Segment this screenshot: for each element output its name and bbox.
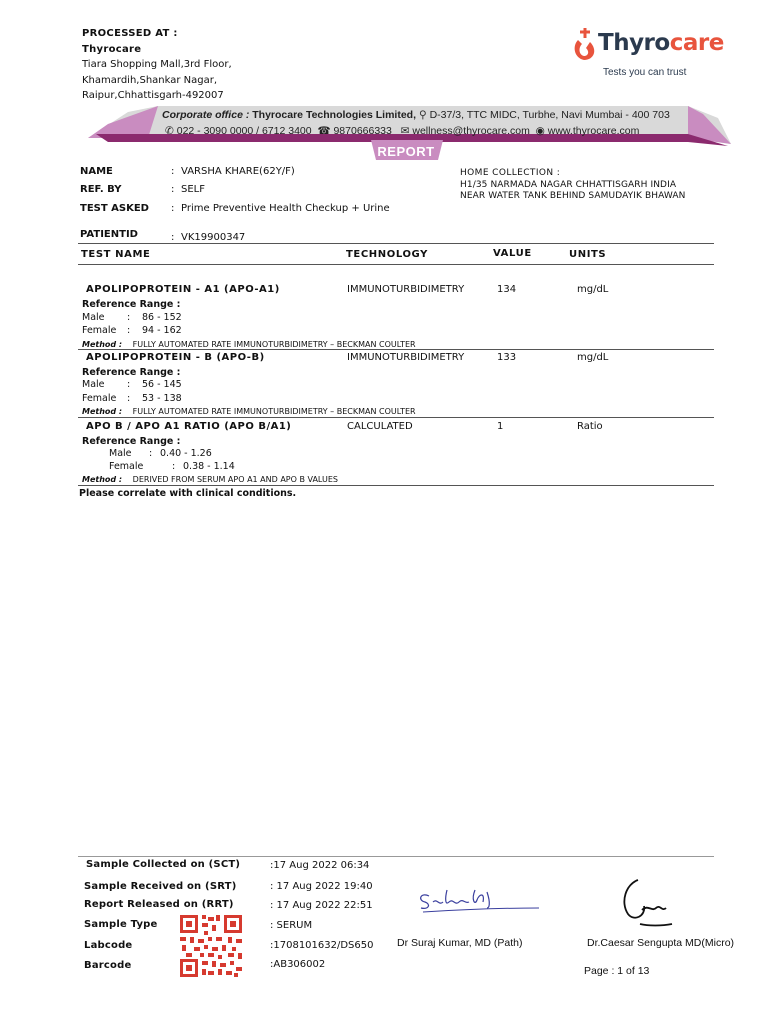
home-collection-address xyxy=(460,180,685,202)
range-sex: Male xyxy=(82,312,105,323)
brand-part-b: care xyxy=(669,30,724,56)
header-units: UNITS xyxy=(569,249,607,260)
method-line xyxy=(82,340,416,349)
whatsapp-number: 9870666333 xyxy=(333,125,392,137)
colon: : xyxy=(127,312,131,323)
test-units: mg/dL xyxy=(577,352,609,363)
page-number: Page : 1 of 13 xyxy=(584,965,650,977)
test-value: 134 xyxy=(497,284,517,295)
corporate-address: D-37/3, TTC MIDC, Turbhe, Navi Mumbai - 400 703 xyxy=(429,109,670,121)
corporate-name: Thyrocare Technologies Limited, xyxy=(252,109,417,121)
corporate-contact-line xyxy=(165,125,639,137)
table-header-divider xyxy=(78,264,714,265)
qr-code xyxy=(178,913,244,979)
test-technology: IMMUNOTURBIDIMETRY xyxy=(347,284,465,295)
colon: : xyxy=(127,325,131,336)
rrt-value: : 17 Aug 2022 22:51 xyxy=(270,900,373,911)
brand-part-a: Thyro xyxy=(598,30,670,56)
test-asked-value: Prime Preventive Health Checkup + Urine xyxy=(181,203,390,214)
range-value: 94 - 162 xyxy=(142,325,182,336)
clinical-note: Please correlate with clinical conditions. xyxy=(79,488,297,499)
logo-tagline: Tests you can trust xyxy=(603,67,687,78)
colon: : xyxy=(149,448,153,459)
method-value: FULLY AUTOMATED RATE IMMUNOTURBIDIMETRY – BECKMAN COULTER xyxy=(132,407,416,416)
test-units: Ratio xyxy=(577,421,603,432)
colon: : xyxy=(127,379,131,390)
row-divider xyxy=(78,417,714,418)
test-name: APOLIPOPROTEIN - A1 (APO-A1) xyxy=(86,284,280,295)
header-test-name: TEST NAME xyxy=(81,249,151,260)
email-link[interactable]: wellness@thyrocare.com xyxy=(412,125,530,137)
doctor-2-name: Dr.Caesar Sengupta MD(Micro) xyxy=(587,937,735,949)
srt-label: Sample Received on (SRT) xyxy=(84,881,237,892)
test-units: mg/dL xyxy=(577,284,609,295)
test-asked-label: TEST ASKED xyxy=(80,203,149,214)
processed-at-block xyxy=(82,26,232,104)
lab-address-line: Tiara Shopping Mall,3rd Floor, xyxy=(82,59,232,70)
header-technology: TECHNOLOGY xyxy=(346,249,428,260)
method-line xyxy=(82,407,416,416)
reference-range-label: Reference Range : xyxy=(82,367,181,378)
test-name: APO B / APO A1 RATIO (APO B/A1) xyxy=(86,421,292,432)
range-value: 86 - 152 xyxy=(142,312,182,323)
range-value: 0.40 - 1.26 xyxy=(160,448,212,459)
lab-address-line: Raipur,Chhattisgarh-492007 xyxy=(82,90,224,101)
rrt-label: Report Released on (RRT) xyxy=(84,899,234,910)
method-label: Method : xyxy=(82,475,123,484)
method-line xyxy=(82,475,338,484)
sct-value: :17 Aug 2022 06:34 xyxy=(270,860,370,871)
colon: : xyxy=(171,203,175,214)
table-top-divider xyxy=(78,243,714,244)
test-value: 133 xyxy=(497,352,517,363)
colon: : xyxy=(127,393,131,404)
test-value: 1 xyxy=(497,421,504,432)
range-sex: Female xyxy=(82,325,117,336)
signature-2 xyxy=(618,874,674,930)
barcode-label: Barcode xyxy=(84,960,132,971)
home-collection-line: H1/35 NARMADA NAGAR CHHATTISGARH INDIA xyxy=(460,180,677,190)
sct-label: Sample Collected on (SCT) xyxy=(86,859,241,870)
patient-name: VARSHA KHARE(62Y/F) xyxy=(181,166,295,177)
test-technology: IMMUNOTURBIDIMETRY xyxy=(347,352,465,363)
sample-type-label: Sample Type xyxy=(84,919,158,930)
test-name: APOLIPOPROTEIN - B (APO-B) xyxy=(86,352,265,363)
lab-name: Thyrocare xyxy=(82,43,142,55)
processed-heading: PROCESSED AT : xyxy=(82,28,178,39)
corporate-label: Corporate office : xyxy=(162,109,250,121)
globe-icon: ◉ xyxy=(535,125,545,137)
test-technology: CALCULATED xyxy=(347,421,413,432)
range-sex: Female xyxy=(109,461,144,472)
range-sex: Female xyxy=(82,393,117,404)
phone-number: 022 - 3090 0000 / 6712 3400 xyxy=(176,125,312,137)
patient-id-label: PATIENTID xyxy=(80,229,138,240)
srt-value: : 17 Aug 2022 19:40 xyxy=(270,881,373,892)
patient-id-value: VK19900347 xyxy=(181,232,246,243)
method-value: DERIVED FROM SERUM APO A1 AND APO B VALUES xyxy=(132,475,338,484)
range-sex: Male xyxy=(109,448,132,459)
reference-range-label: Reference Range : xyxy=(82,436,181,447)
range-value: 56 - 145 xyxy=(142,379,182,390)
phone-icon: ✆ xyxy=(165,125,174,137)
ref-by-value: SELF xyxy=(181,184,205,195)
thyrocare-logo-icon xyxy=(572,26,598,66)
sample-type-value: : SERUM xyxy=(270,920,313,931)
row-divider xyxy=(78,349,714,350)
location-pin-icon: ⚲ xyxy=(418,109,427,121)
colon: : xyxy=(172,461,176,472)
range-sex: Male xyxy=(82,379,105,390)
labcode-value: :1708101632/DS650 xyxy=(270,940,374,951)
thyrocare-logo-text xyxy=(598,30,724,56)
range-value: 0.38 - 1.14 xyxy=(183,461,235,472)
method-value: FULLY AUTOMATED RATE IMMUNOTURBIDIMETRY – BECKMAN COULTER xyxy=(132,340,416,349)
lab-address-line: Khamardih,Shankar Nagar, xyxy=(82,74,218,86)
colon: : xyxy=(171,166,175,177)
corporate-address-line xyxy=(162,109,670,121)
ref-by-label: REF. BY xyxy=(80,184,122,195)
barcode-value: :AB306002 xyxy=(270,959,326,970)
method-label: Method : xyxy=(82,340,123,349)
method-label: Method : xyxy=(82,407,123,416)
signature-1 xyxy=(415,882,545,918)
email-icon: ✉ xyxy=(400,125,410,137)
header-value: VALUE xyxy=(493,248,532,259)
home-collection-line: NEAR WATER TANK BEHIND SAMUDAYIK BHAWAN xyxy=(460,191,686,201)
range-value: 53 - 138 xyxy=(142,393,182,404)
reference-range-label: Reference Range : xyxy=(82,299,181,310)
colon: : xyxy=(171,232,175,243)
doctor-1-name: Dr Suraj Kumar, MD (Path) xyxy=(397,937,523,949)
colon: : xyxy=(171,184,175,195)
report-tab-label: REPORT xyxy=(377,144,435,159)
row-divider xyxy=(78,485,714,486)
footer-divider xyxy=(78,856,714,857)
whatsapp-icon: ☎ xyxy=(317,125,331,137)
home-collection-label: HOME COLLECTION : xyxy=(460,168,561,178)
labcode-label: Labcode xyxy=(84,940,133,951)
name-label: NAME xyxy=(80,166,113,177)
website-link[interactable]: www.thyrocare.com xyxy=(547,125,640,137)
